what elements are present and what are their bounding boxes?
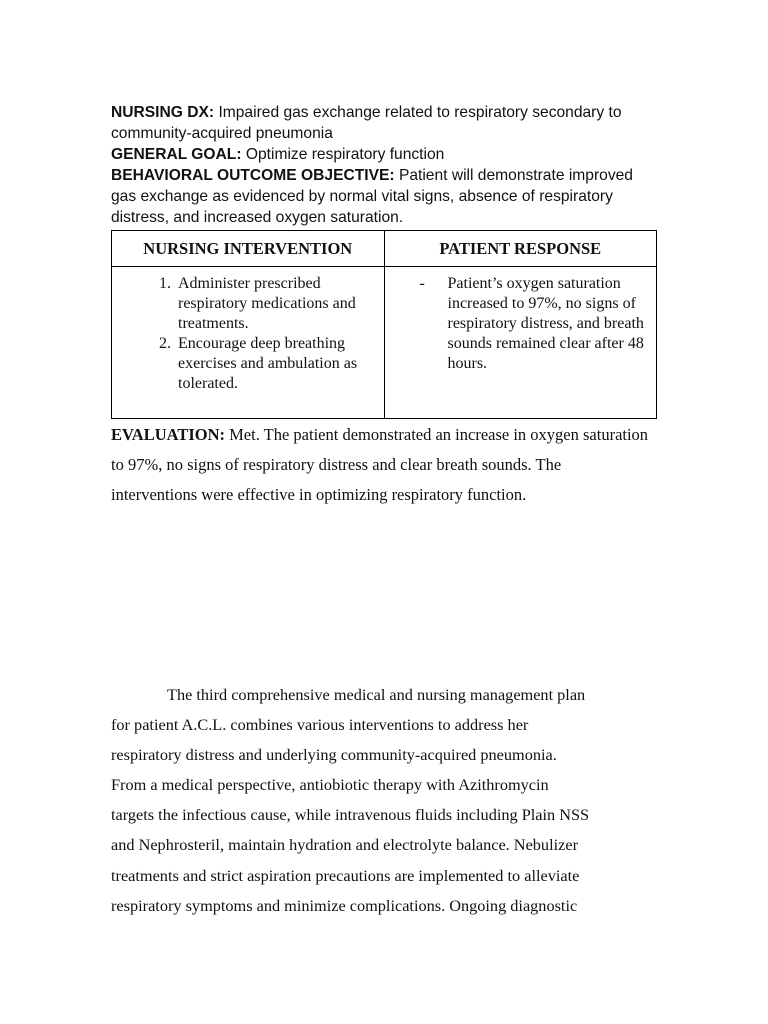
evaluation-text: Met. The patient demonstrated an increase in oxygen saturation to 97%, no signs of respiratory distress and clear breath sounds. The interventions were effective in optimizing respiratory function. bbox=[111, 425, 649, 504]
evaluation-label: EVALUATION: bbox=[111, 425, 225, 444]
list-item: 2. Encourage deep breathing exercises and ambulation as tolerated. bbox=[175, 334, 376, 394]
general-goal-label: GENERAL GOAL: bbox=[111, 146, 242, 163]
behavioral-outcome-objective-label: BEHAVIORAL OUTCOME OBJECTIVE: bbox=[111, 167, 395, 184]
responses-cell bbox=[384, 267, 657, 419]
behavioral-outcome-objective-text: Patient will demonstrate improved gas exchange as evidenced by normal vital signs, absence of respiratory distress, and increased oxygen saturation. bbox=[111, 167, 633, 226]
list-item: 1. Administer prescribed respiratory medications and treatments. bbox=[175, 274, 376, 334]
table-header-row bbox=[112, 231, 657, 267]
column-header-patient-response: PATIENT RESPONSE bbox=[384, 231, 657, 267]
nursing-diagnosis bbox=[111, 102, 656, 144]
table-row bbox=[112, 267, 657, 419]
care-plan-header bbox=[111, 102, 656, 228]
evaluation bbox=[111, 420, 651, 510]
patient-response-text: Patient’s oxygen saturation increased to 97%, no signs of respiratory distress, and breath sounds remained clear after 48 hours. bbox=[447, 275, 644, 372]
general-goal-text: Optimize respiratory function bbox=[241, 146, 445, 163]
nursing-diagnosis-text: Impaired gas exchange related to respiratory secondary to community-acquired pneumonia bbox=[111, 104, 622, 142]
column-header-nursing-intervention: NURSING INTERVENTION bbox=[112, 231, 385, 267]
general-goal bbox=[111, 144, 656, 165]
management-plan-paragraph: The third comprehensive medical and nursing management plan for patient A.C.L. combines various interventions to address her respiratory distress and underlying community-acquired pneumonia. From a medical perspective, antiobiotic therapy with Azithromycin targets the infectious cause, while intravenous fluids including Plain NSS and Nephrosteril, maintain hydration and electrolyte balance. Nebulizer treatments and strict aspiration precautions are implemented to alleviate respiratory symptoms and minimize complications. Ongoing diagnostic bbox=[111, 685, 590, 915]
behavioral-outcome-objective bbox=[111, 165, 656, 228]
interventions-cell bbox=[112, 267, 385, 419]
dash-bullet: - bbox=[419, 275, 425, 292]
interventions-list bbox=[120, 274, 376, 394]
responses-list bbox=[393, 274, 649, 374]
care-plan-table bbox=[111, 230, 657, 419]
list-item bbox=[393, 274, 649, 374]
nursing-diagnosis-label: NURSING DX: bbox=[111, 104, 215, 121]
